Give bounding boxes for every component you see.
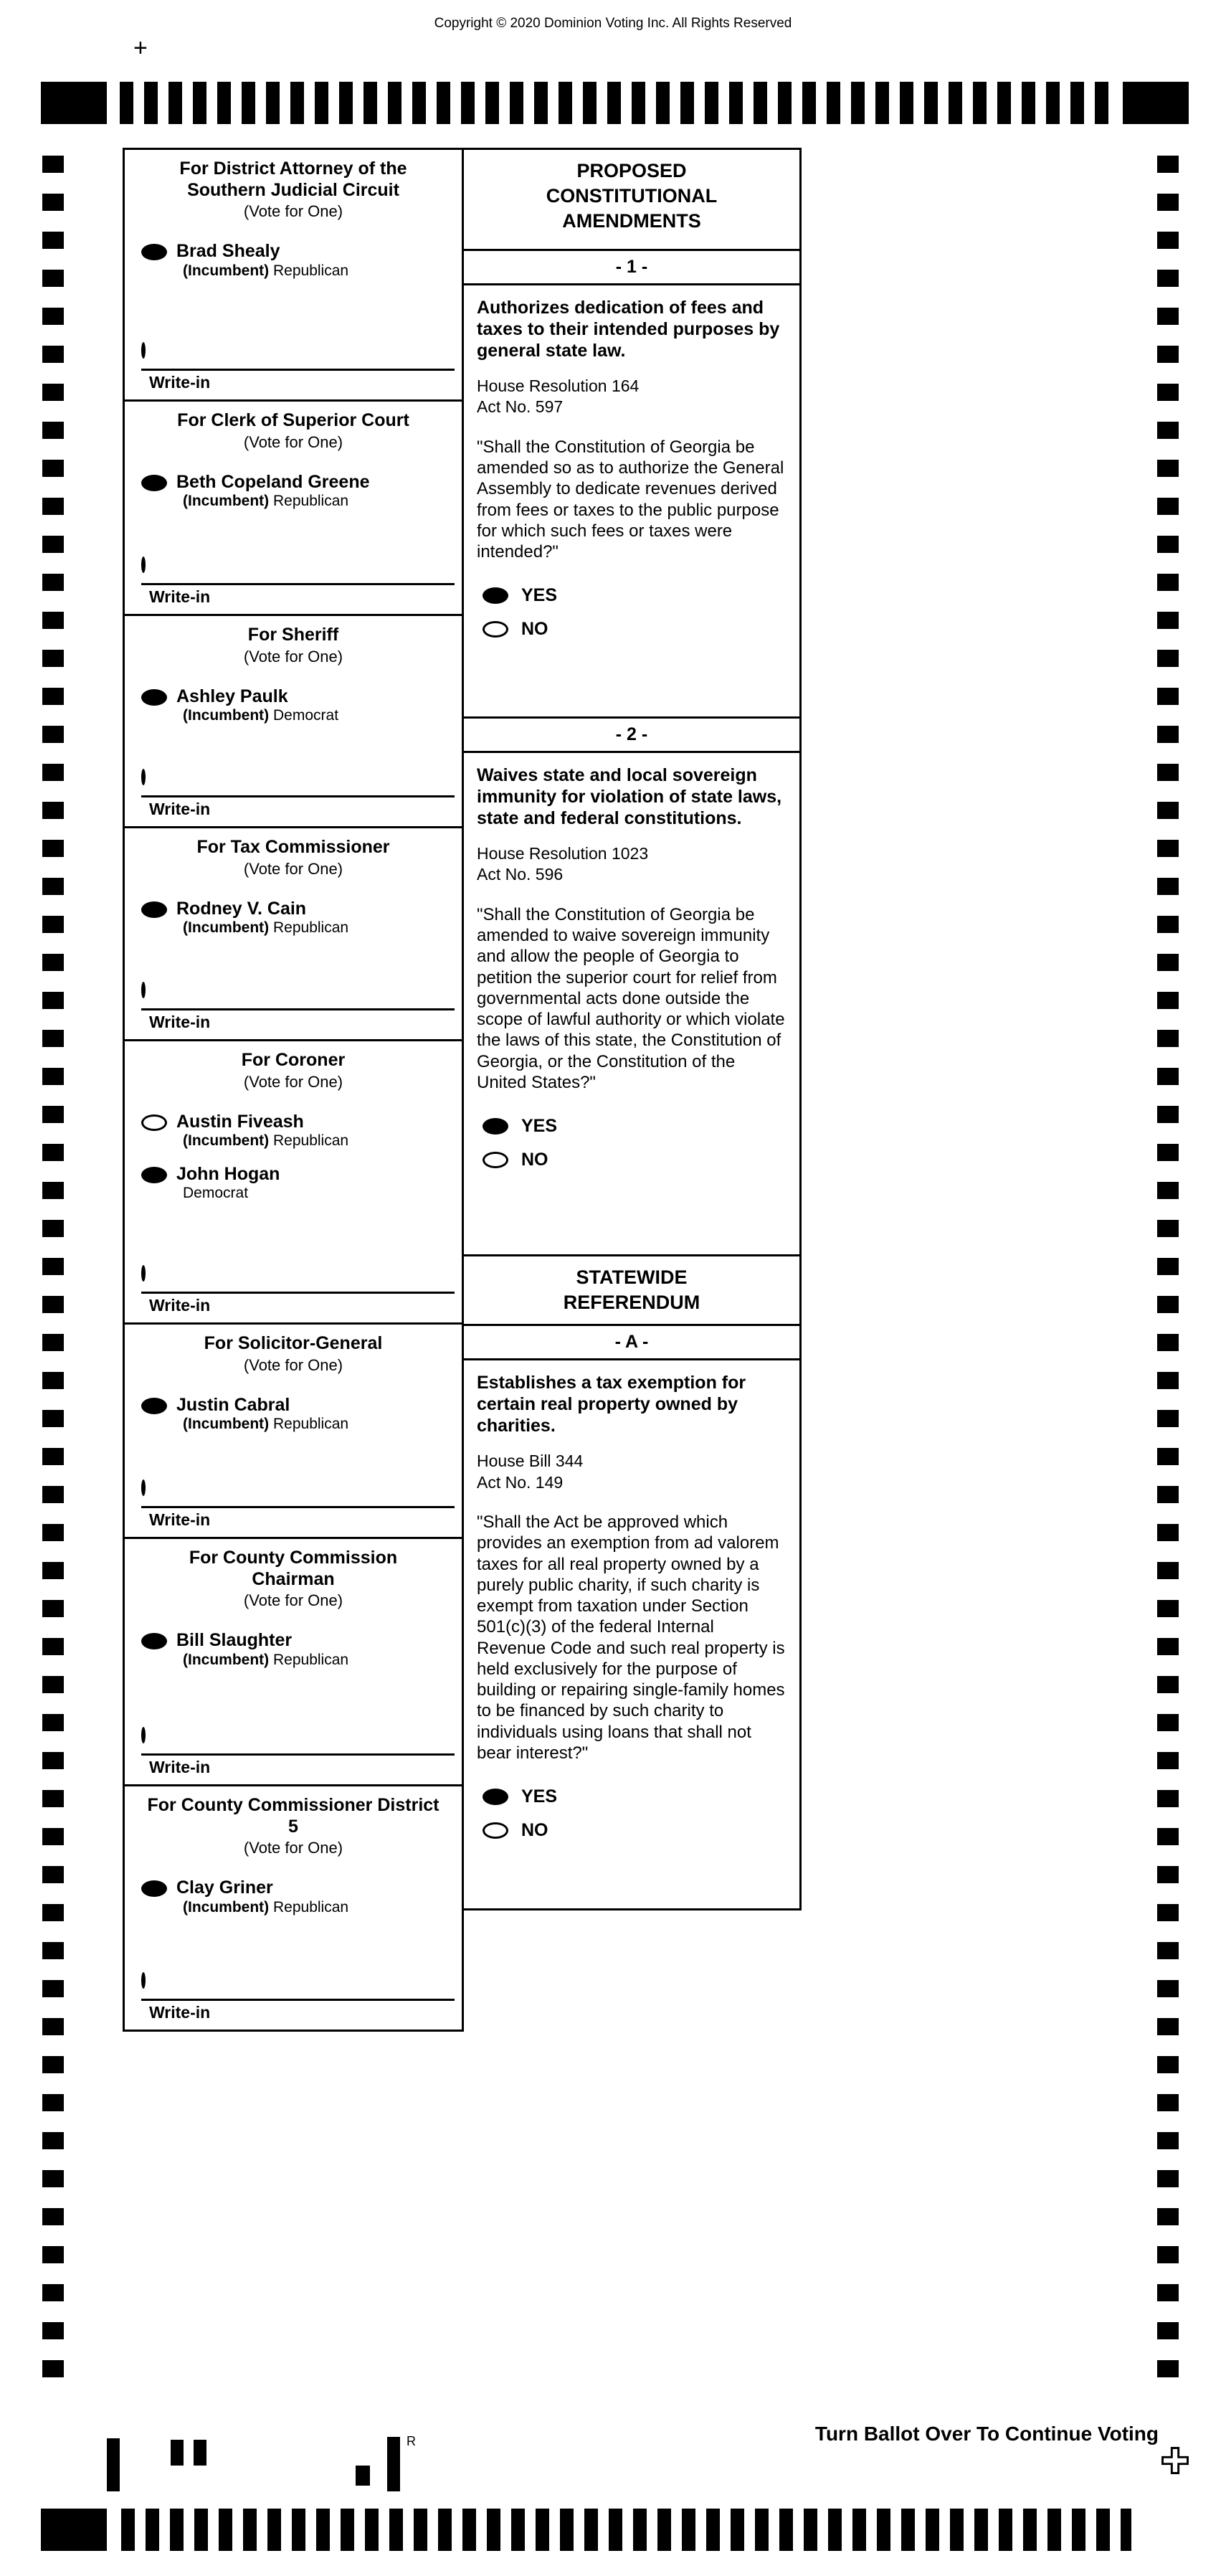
write-in-group: [125, 559, 462, 614]
measure-number: - A -: [464, 1326, 799, 1360]
oval-justin-cabral[interactable]: [141, 1398, 167, 1414]
candidate-detail: [176, 706, 338, 725]
incumbent-label: (Incumbent): [183, 707, 270, 724]
party-label: Republican: [273, 1898, 349, 1916]
measure-reference: [477, 1451, 787, 1493]
registration-plus-icon: +: [133, 34, 148, 62]
incumbent-label: (Incumbent): [183, 1651, 270, 1668]
candidate-detail: [176, 1184, 280, 1203]
write-in-label: Write-in: [149, 1758, 211, 1776]
candidate-row: [125, 1164, 462, 1203]
write-in-group: [125, 771, 462, 826]
copyright-notice: Copyright © 2020 Dominion Voting Inc. All Rights Reserved: [434, 16, 792, 31]
write-in-oval-row: [125, 984, 462, 997]
candidate-text: [176, 241, 348, 280]
vote-for-instruction: (Vote for One): [243, 432, 343, 451]
oval-ashley-paulk[interactable]: [141, 689, 167, 706]
timing-bars-bottom: [121, 2509, 1131, 2551]
write-in-oval-row: [125, 771, 462, 784]
write-in-label: Write-in: [149, 2003, 211, 2022]
write-in-oval-row: [125, 344, 462, 357]
vote-for-instruction: (Vote for One): [243, 647, 343, 666]
race-title: For Solicitor-General: [204, 1333, 383, 1353]
yes-choice: [483, 1786, 787, 1807]
measure-number: - 2 -: [464, 719, 799, 753]
oval-rodney-v-cain[interactable]: [141, 901, 167, 918]
races-column: [123, 148, 464, 2032]
party-label: Democrat: [183, 1185, 249, 1202]
measure-summary: Authorizes dedication of fees and taxes to their intended purposes by general state law.: [477, 298, 780, 361]
vote-for-instruction: (Vote for One): [243, 202, 343, 220]
write-in-oval-clerk-superior-court[interactable]: [141, 557, 146, 573]
amendments-header: [464, 150, 799, 251]
candidate-text: [176, 472, 370, 511]
race-county-commission-chairman: [123, 1537, 464, 1786]
measure-reference: [477, 376, 787, 418]
incumbent-label: (Incumbent): [183, 1898, 270, 1916]
incumbent-label: (Incumbent): [183, 262, 270, 279]
write-in-label: Write-in: [149, 800, 211, 818]
registered-mark: R: [407, 2434, 416, 2448]
no-label: NO: [521, 1150, 548, 1170]
race-title: For Tax Commissioner: [196, 837, 390, 857]
candidate-detail: [176, 919, 348, 937]
amendments-header-text: PROPOSED CONSTITUTIONAL AMENDMENTS: [546, 160, 718, 232]
write-in-oval-row: [125, 559, 462, 572]
write-in-group: [125, 984, 462, 1039]
measure-amendment-1: [464, 251, 799, 719]
no-choice: [483, 619, 787, 640]
party-label: Republican: [273, 1651, 349, 1668]
measure-ref-line-2: Act No. 149: [477, 1472, 564, 1492]
ballot-id-mark: [107, 2438, 120, 2491]
timing-marks-top: [41, 82, 1189, 124]
measure-ref-line-2: Act No. 596: [477, 865, 564, 884]
oval-amendment-2-yes[interactable]: [483, 1118, 508, 1135]
write-in-label: Write-in: [149, 587, 211, 606]
candidate-name: Bill Slaughter: [176, 1630, 293, 1650]
candidate-row: [125, 1877, 462, 1917]
measure-question: "Shall the Constitution of Georgia be amended so as to authorize the General Assembly to dedicate revenues derived from fees or taxes to the public purpose for which such fees or taxes were intended?": [477, 437, 784, 562]
measure-summary: Waives state and local sovereign immunity for violation of state laws, state and federal constitutions.: [477, 765, 782, 828]
oval-amendment-1-yes[interactable]: [483, 587, 508, 604]
no-label: NO: [521, 619, 548, 640]
candidate-detail: [176, 1651, 348, 1670]
yes-label: YES: [521, 585, 558, 606]
write-in-label: Write-in: [149, 1013, 211, 1031]
candidate-detail: [176, 492, 370, 511]
race-title: For Clerk of Superior Court: [177, 410, 409, 430]
candidate-text: [176, 1877, 348, 1917]
vote-for-instruction: (Vote for One): [243, 1839, 343, 1857]
race-solicitor-general: [123, 1322, 464, 1539]
race-district-attorney: [123, 148, 464, 402]
candidate-row: [125, 241, 462, 280]
candidate-row: [125, 1630, 462, 1670]
yes-label: YES: [521, 1116, 558, 1137]
write-in-group: [125, 1729, 462, 1784]
candidate-name: Rodney V. Cain: [176, 898, 307, 919]
race-title: For County Commission Chairman: [189, 1548, 398, 1589]
party-label: Democrat: [273, 707, 339, 724]
oval-clay-griner[interactable]: [141, 1880, 167, 1897]
write-in-group: [125, 1974, 462, 2030]
referendum-header-text: STATEWIDE REFERENDUM: [563, 1266, 700, 1314]
measure-body: [464, 285, 799, 667]
candidate-text: [176, 1164, 280, 1203]
oval-amendment-2-no[interactable]: [483, 1152, 508, 1168]
measure-referendum-a: [464, 1326, 799, 1908]
referendum-header: [464, 1256, 799, 1326]
ballot-id-mark: [356, 2466, 370, 2486]
no-choice: [483, 1820, 787, 1841]
timing-block-left: [41, 82, 107, 124]
ballot-id-mark: [171, 2440, 184, 2466]
ballot-id-mark: [194, 2440, 206, 2466]
oval-referendum-a-yes[interactable]: [483, 1789, 508, 1805]
timing-marks-bottom: [41, 2509, 1131, 2551]
oval-austin-fiveash[interactable]: [141, 1114, 167, 1131]
oval-john-hogan[interactable]: [141, 1167, 167, 1183]
race-sheriff: [123, 614, 464, 828]
turn-ballot-over-notice: Turn Ballot Over To Continue Voting: [814, 2423, 1159, 2445]
candidate-name: Clay Griner: [176, 1877, 273, 1898]
party-label: Republican: [273, 262, 349, 279]
write-in-oval-row: [125, 1267, 462, 1280]
candidate-name: Justin Cabral: [176, 1394, 290, 1415]
measure-amendment-2: [464, 719, 799, 1256]
race-tax-commissioner: [123, 826, 464, 1041]
candidate-detail: [176, 1898, 348, 1917]
race-title: For Sheriff: [247, 625, 339, 645]
incumbent-label: (Incumbent): [183, 919, 270, 937]
incumbent-label: (Incumbent): [183, 1416, 270, 1433]
candidate-detail: [176, 262, 348, 280]
write-in-label: Write-in: [149, 373, 211, 392]
candidate-name: Austin Fiveash: [176, 1111, 304, 1132]
write-in-oval-tax-commissioner[interactable]: [141, 982, 146, 998]
race-title: For County Commissioner District 5: [147, 1795, 439, 1837]
write-in-label: Write-in: [149, 1296, 211, 1315]
incumbent-label: (Incumbent): [183, 493, 270, 510]
no-label: NO: [521, 1820, 548, 1841]
party-label: Republican: [273, 1132, 349, 1150]
measure-ref-line-1: House Bill 344: [477, 1452, 584, 1471]
write-in-oval-row: [125, 1974, 462, 1987]
yes-choice: [483, 1116, 787, 1137]
candidate-text: [176, 686, 338, 726]
write-in-group: [125, 344, 462, 399]
write-in-oval-commissioner-district-5[interactable]: [141, 1972, 146, 1989]
write-in-group: [125, 1267, 462, 1322]
write-in-oval-row: [125, 1729, 462, 1742]
oval-bill-slaughter[interactable]: [141, 1633, 167, 1649]
candidate-name: John Hogan: [176, 1163, 280, 1184]
measures-column: [462, 148, 802, 1910]
race-clerk-superior-court: [123, 399, 464, 616]
candidate-row: [125, 1112, 462, 1151]
party-label: Republican: [273, 1416, 349, 1433]
candidate-text: [176, 899, 348, 938]
timing-marks-right: [1157, 156, 1179, 2377]
race-county-commissioner-district-5: [123, 1784, 464, 2032]
measure-ref-line-1: House Resolution 1023: [477, 844, 649, 863]
measure-summary: Establishes a tax exemption for certain real property owned by charities.: [477, 1373, 746, 1436]
measure-ref-line-2: Act No. 597: [477, 397, 564, 417]
candidate-detail: [176, 1415, 348, 1434]
measure-body: [464, 1360, 799, 1868]
vote-for-instruction: (Vote for One): [243, 1072, 343, 1091]
ballot-id-mark: [387, 2437, 400, 2491]
vote-for-instruction: (Vote for One): [243, 1355, 343, 1374]
measure-question: "Shall the Act be approved which provides an exemption from ad valorem taxes for all real property owned by a purely public charity, if such charity is exempt from taxation under Section 501(c)(3) of the federal Internal Revenue Code and such real property is held exclusively for the purpose of building or repairing single-family homes to be financed by such charity to individuals using loans that shall not bear interest?": [477, 1512, 785, 1763]
write-in-oval-sheriff[interactable]: [141, 769, 146, 785]
timing-block-right: [1123, 82, 1189, 124]
measure-reference: [477, 843, 787, 886]
party-label: Republican: [273, 493, 349, 510]
candidate-name: Ashley Paulk: [176, 686, 288, 706]
ballot-content: [123, 148, 802, 2032]
timing-block-left: [41, 2509, 107, 2551]
write-in-oval-solicitor-general[interactable]: [141, 1479, 146, 1496]
candidate-row: [125, 1395, 462, 1434]
candidate-row: [125, 472, 462, 511]
measure-body: [464, 753, 799, 1198]
write-in-oval-commission-chairman[interactable]: [141, 1727, 146, 1743]
write-in-oval-row: [125, 1482, 462, 1495]
no-choice: [483, 1150, 787, 1170]
measure-number: - 1 -: [464, 251, 799, 285]
candidate-detail: [176, 1132, 348, 1150]
write-in-oval-district-attorney[interactable]: [141, 342, 146, 359]
candidate-name: Brad Shealy: [176, 241, 280, 261]
vote-for-instruction: (Vote for One): [243, 859, 343, 878]
vote-for-instruction: (Vote for One): [243, 1591, 343, 1609]
oval-beth-copeland-greene[interactable]: [141, 475, 167, 491]
candidate-text: [176, 1630, 348, 1670]
write-in-label: Write-in: [149, 1510, 211, 1529]
candidate-name: Beth Copeland Greene: [176, 471, 370, 492]
candidate-row: [125, 899, 462, 938]
oval-amendment-1-no[interactable]: [483, 621, 508, 638]
write-in-oval-coroner[interactable]: [141, 1265, 146, 1282]
candidate-text: [176, 1112, 348, 1151]
measure-question: "Shall the Constitution of Georgia be amended to waive sovereign immunity and allow the people of Georgia to petition the superior court for relief from governmental acts done outside the scope of lawful authority or which violate the laws of this state, the Constitution of Georgia, or the Constitution of the United States?": [477, 904, 785, 1092]
candidate-text: [176, 1395, 348, 1434]
race-coroner: [123, 1039, 464, 1325]
write-in-group: [125, 1482, 462, 1537]
race-title: For District Attorney of the Southern Judicial Circuit: [179, 158, 407, 200]
yes-choice: [483, 585, 787, 606]
measure-ref-line-1: House Resolution 164: [477, 377, 640, 395]
oval-referendum-a-no[interactable]: [483, 1822, 508, 1839]
race-title: For Coroner: [241, 1050, 346, 1070]
timing-bars-top: [120, 82, 1110, 124]
incumbent-label: (Incumbent): [183, 1132, 270, 1150]
oval-brad-shealy[interactable]: [141, 244, 167, 260]
party-label: Republican: [273, 919, 349, 937]
registration-cross-icon: [1160, 2445, 1190, 2476]
yes-label: YES: [521, 1786, 558, 1807]
candidate-row: [125, 686, 462, 726]
timing-marks-left: [42, 156, 64, 2377]
